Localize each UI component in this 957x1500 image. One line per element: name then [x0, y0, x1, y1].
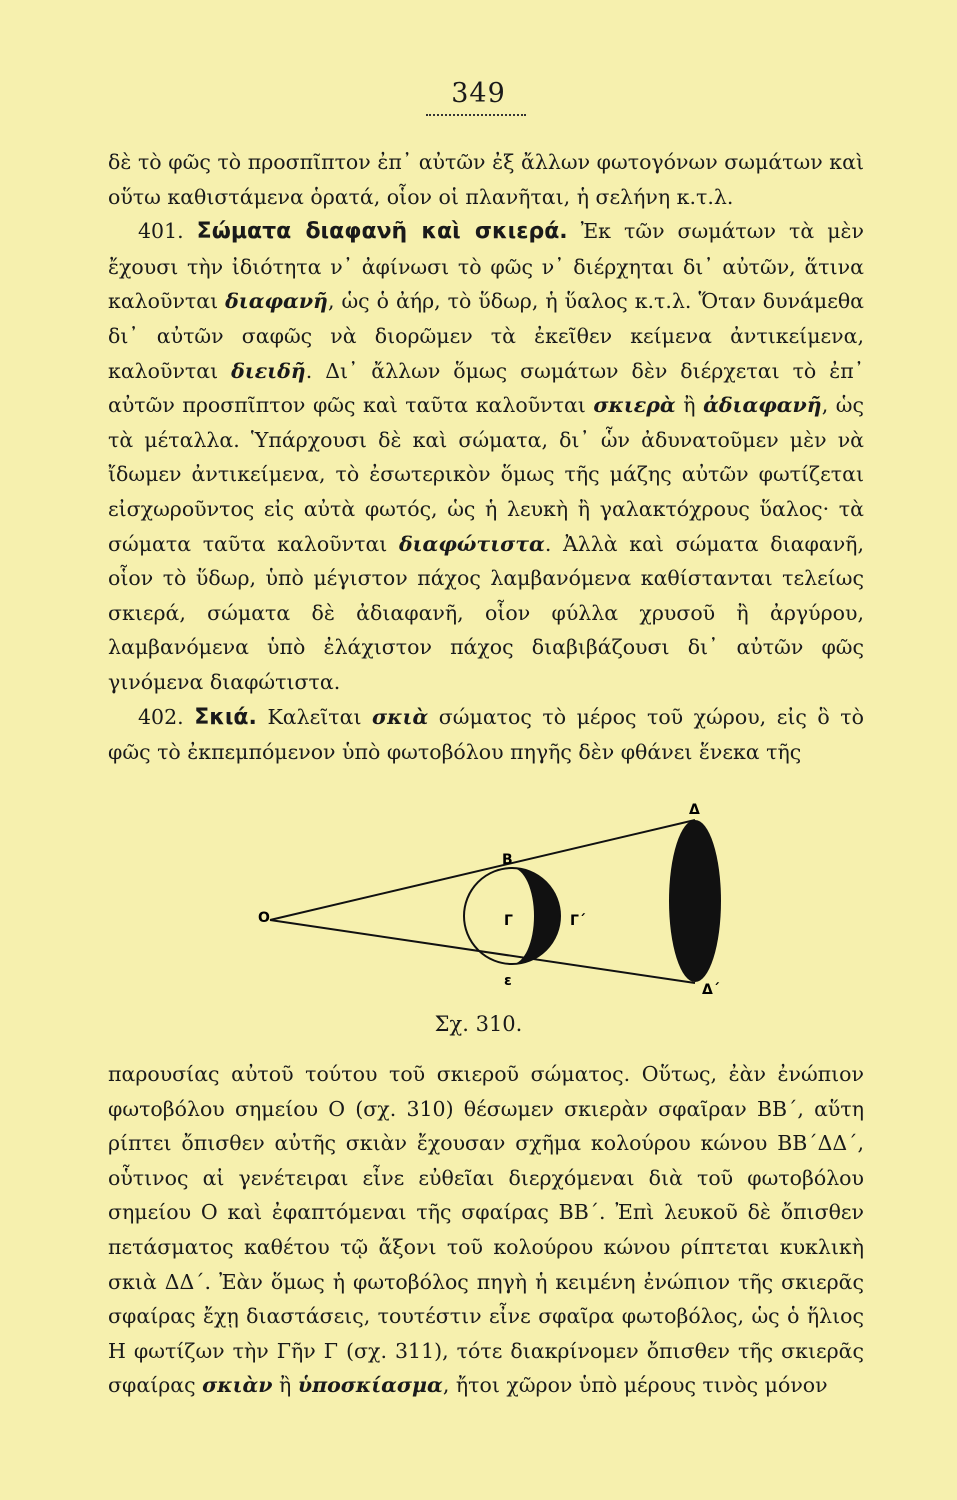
label-D: Δ — [689, 802, 700, 818]
text-run: Καλεῖται — [256, 704, 373, 729]
defined-term: σκιὰ — [372, 704, 429, 729]
text-block-bottom — [108, 1057, 864, 1403]
label-B: B — [502, 852, 513, 868]
defined-term: σκιὰν — [202, 1373, 273, 1398]
section-heading: Σώματα διαφανῆ καὶ σκιερά. — [196, 219, 568, 245]
defined-term: σκιερὰ — [593, 393, 676, 418]
text-run: Ἐκ τῶν σωμάτων τὰ μὲν ἔχουσι τὴν ἰδιότητα ν᾽ ἀφίνωσι τὸ φῶς ν᾽ διέρχηται δι᾽ αὐτῶν, ἅτινα καλοῦνται — [108, 219, 864, 314]
text-run: . Ἀλλὰ καὶ σώματα διαφανῆ, οἷον τὸ ὕδωρ, ὑπὸ μέγιστον πάχος λαμβανόμενα καθίστανται τελείως σκιερά, σώματα δὲ ἀδιαφανῆ, οἷον φύλλα χρυσοῦ ἢ ἀργύρου, λαμβανόμενα ὑπὸ ἐλάχιστον πάχος διαβιβάζουσι δι᾽ αὐτῶν φῶς γινόμενα διαφώτιστα. — [108, 531, 864, 694]
text-run: , ἤτοι χῶρον ὑπὸ μέρους τινὸς μόνον — [442, 1373, 828, 1398]
text-run: σώματος τὸ μέρος τοῦ χώρου, εἰς ὃ τὸ φῶς τὸ ἐκπεμπόμενον ὑπὸ φωτοβόλου πηγῆς δὲν φθάνει ἕνεκα τῆς — [108, 704, 864, 765]
defined-term: διαφώτιστα — [398, 531, 545, 556]
paragraph — [108, 145, 864, 214]
paragraph — [108, 214, 864, 699]
defined-term: ἀδιαφανῆ — [703, 393, 822, 418]
text-run: δὲ τὸ φῶς τὸ προσπῖπτον ἐπ᾽ αὐτῶν ἐξ ἄλλων φωτογόνων σωμάτων καὶ οὕτω καθιστάμενα ὁρατά, οἷον οἱ πλανῆται, ἡ σελήνη κ.τ.λ. — [108, 150, 864, 209]
text-block-top — [108, 145, 864, 770]
text-run: . Δι᾽ ἄλλων ὅμως σωμάτων δὲν διέρχεται τὸ ἐπ᾽ αὐτῶν προσπῖπτον φῶς καὶ ταῦτα καλοῦνται — [108, 358, 864, 418]
defined-term: ὑποσκίασμα — [297, 1373, 443, 1398]
text-run: , ὡς τὰ μέταλλα. Ὑπάρχουσι δὲ καὶ σώματα, δι᾽ ὧν ἀδυνατοῦμεν μὲν νὰ ἴδωμεν ἀντικείμενα, τὸ ἐσωτερικὸν ὅμως τῆς μάζης αὐτῶν φωτίζεται εἰσχωροῦντος εἰς αὐτὰ φωτός, ὡς ἡ λευκὴ ἢ γαλακτόχρους ὕαλος· τὰ σώματα ταῦτα καλοῦνται — [108, 393, 864, 556]
sphere-shadow-crescent — [512, 868, 560, 964]
label-D-prime: Δ´ — [702, 982, 720, 998]
text-run: 401. — [138, 219, 197, 244]
text-run: παρουσίας αὐτοῦ τούτου τοῦ σκιεροῦ σώματος. Οὕτως, ἐὰν ἐνώπιον φωτοβόλου σημείου O (σχ. 310) θέσωμεν σκιερὰν σφαῖραν ΒΒ´, αὕτη ρίπτει ὄπισθεν αὐτῆς σκιὰν ἔχουσαν σχῆμα κολούρου κώνου ΒΒ´ΔΔ´, οὗτινος αἱ γενέτειραι εἶνε εὐθεῖαι διερχόμεναι διὰ τοῦ φωτοβόλου σημείου O καὶ ἐφαπτόμεναι τῆς σφαίρας ΒΒ´. Ἐπὶ λευκοῦ δὲ ὄπισθεν πετάσματος καθέτου τῷ ἄξονι τοῦ κολούρου κώνου ρίπτεται κυκλικὴ σκιὰ ΔΔ´. Ἐὰν ὅμως ἡ φωτοβόλος πηγὴ ἡ κειμένη ἐνώπιον τῆς σκιερᾶς σφαίρας ἔχῃ διαστάσεις, τουτέστιν εἶνε σφαῖρα φωτοβόλος, ὡς ὁ ἥλιος Η φωτίζων τὴν Γῆν Γ (σχ. 311), τότε διακρίνομεν ὄπισθεν τῆς σκιερᾶς σφαίρας — [108, 1062, 864, 1398]
label-G: Γ — [504, 913, 513, 929]
paragraph — [108, 1057, 864, 1403]
defined-term: διαφανῆ — [225, 289, 328, 314]
text-run: , ὡς ὁ ἀήρ, τὸ ὕδωρ, ἡ ὕαλος κ.τ.λ. Ὅταν δυνάμεθα δι᾽ αὐτῶν σαφῶς νὰ διορῶμεν τὰ ἐκεῖθεν κείμενα ἀντικείμενα, καλοῦνται — [108, 289, 864, 383]
paragraph — [108, 700, 864, 770]
page-number-rule — [426, 114, 526, 116]
cone-line-upper — [270, 820, 695, 920]
screen-shadow-ellipse — [669, 820, 721, 982]
section-heading: Σκιά. — [194, 704, 257, 730]
shadow-cone-diagram — [240, 800, 760, 1010]
figure-caption: Σχ. 310. — [434, 1012, 523, 1036]
label-G-prime: Γ´ — [570, 913, 586, 929]
cone-line-lower — [270, 920, 695, 983]
text-run: ἢ — [675, 393, 704, 418]
label-O: O — [258, 910, 270, 926]
figure-310 — [240, 800, 760, 1010]
page-number: 349 — [451, 78, 506, 109]
text-run: ἢ — [272, 1373, 298, 1398]
defined-term: διειδῆ — [231, 358, 306, 383]
text-run: 402. — [138, 704, 195, 729]
label-E: ε — [504, 973, 512, 989]
